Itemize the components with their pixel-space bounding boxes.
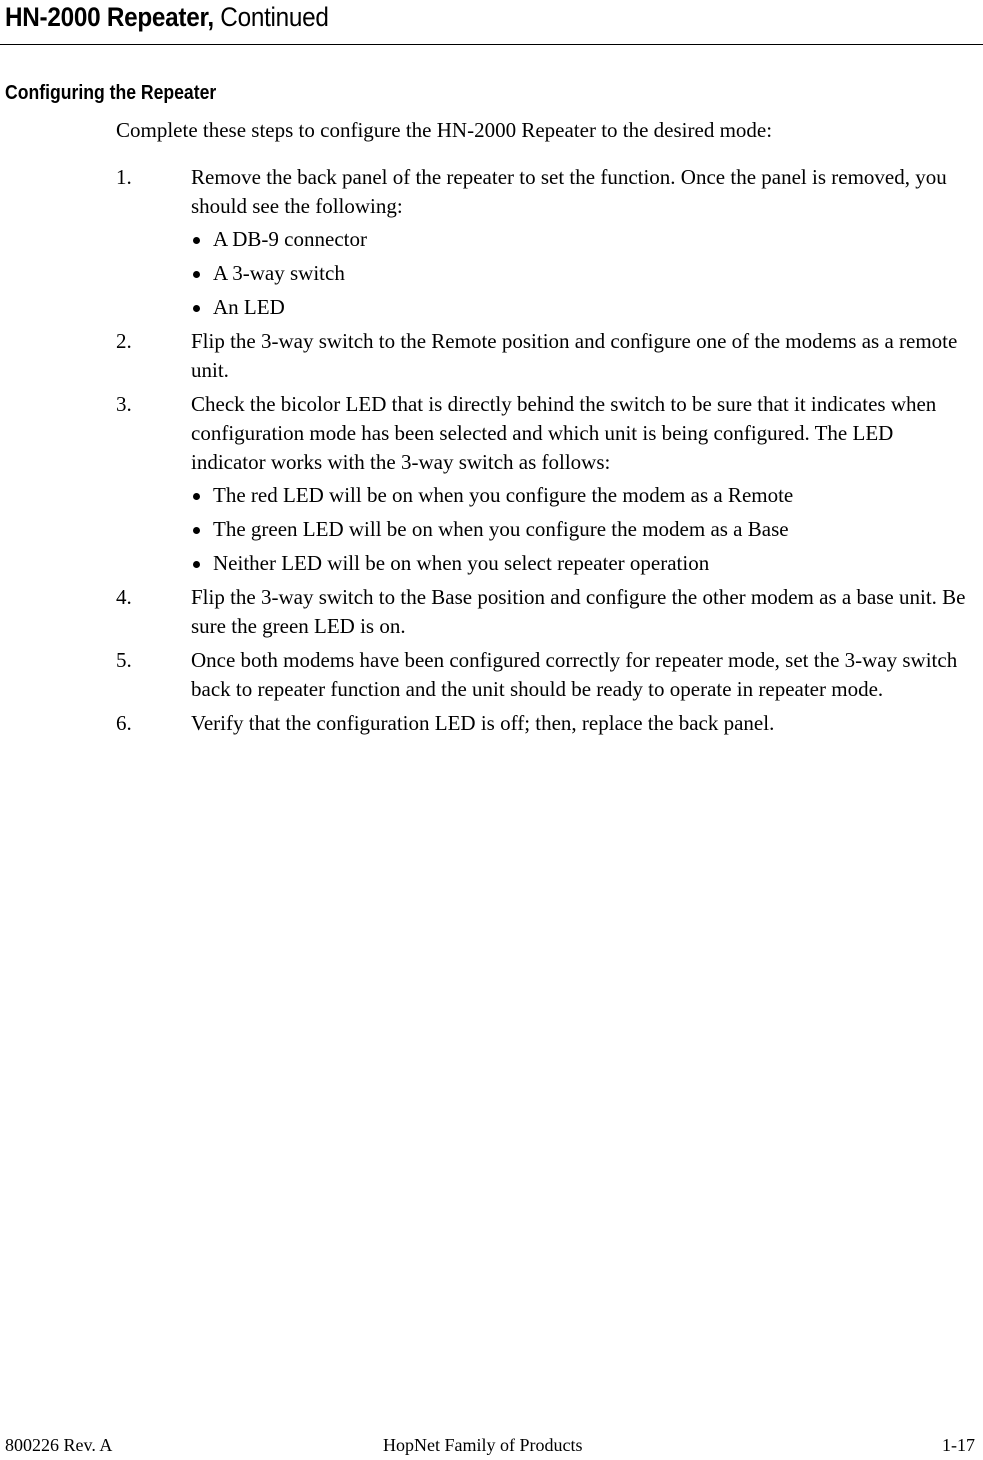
header-title-bold: HN-2000 Repeater, <box>5 2 214 32</box>
step-text: Flip the 3-way switch to the Base position and configure the other modem as a base unit. Be sure the green LED is on. <box>191 585 966 638</box>
bullet-text: The red LED will be on when you configure the modem as a Remote <box>213 483 794 507</box>
bullet-text: An LED <box>213 295 285 319</box>
step-text: Flip the 3-way switch to the Remote position and configure one of the modems as a remote unit. <box>191 329 958 382</box>
bullet-item <box>191 259 966 288</box>
footer-product-family: HopNet Family of Products <box>383 1435 583 1455</box>
header-title-continued: Continued <box>213 2 329 32</box>
step-1 <box>116 163 966 322</box>
bullet-text: The green LED will be on when you configure the modem as a Base <box>213 517 789 541</box>
section-title: Configuring the Repeater <box>5 82 217 104</box>
bullet-text: A 3-way switch <box>213 261 345 285</box>
step-number: 2. <box>116 329 132 353</box>
intro-paragraph: Complete these steps to configure the HN-2000 Repeater to the desired mode: <box>116 118 773 142</box>
bullet-item <box>191 481 966 510</box>
step-2 <box>116 327 966 385</box>
header-rule <box>0 44 983 45</box>
step-number: 1. <box>116 165 132 189</box>
step-1-bullet-list <box>191 225 966 322</box>
bullet-text: Neither LED will be on when you select repeater operation <box>213 551 710 575</box>
bullet-icon <box>193 305 200 312</box>
step-text: Check the bicolor LED that is directly behind the switch to be sure that it indicates when configuration mode has been selected and which unit is being configured. The LED indicator works with the 3-way switch as follows: <box>191 392 937 474</box>
step-3-bullet-list <box>191 481 966 578</box>
step-number: 5. <box>116 648 132 672</box>
bullet-icon <box>193 271 200 278</box>
step-text: Verify that the configuration LED is off; then, replace the back panel. <box>191 711 775 735</box>
footer-doc-number: 800226 Rev. A <box>5 1435 113 1455</box>
step-number: 6. <box>116 711 132 735</box>
step-text: Remove the back panel of the repeater to set the function. Once the panel is removed, you should see the following: <box>191 165 947 218</box>
step-number: 3. <box>116 392 132 416</box>
step-6 <box>116 709 966 738</box>
bullet-icon <box>193 527 200 534</box>
step-text: Once both modems have been configured correctly for repeater mode, set the 3-way switch back to repeater function and the unit should be ready to operate in repeater mode. <box>191 648 958 701</box>
step-number: 4. <box>116 585 132 609</box>
bullet-icon <box>193 493 200 500</box>
bullet-icon <box>193 561 200 568</box>
bullet-item <box>191 225 966 254</box>
bullet-item <box>191 293 966 322</box>
page-body <box>116 116 966 743</box>
step-5 <box>116 646 966 704</box>
bullet-text: A DB-9 connector <box>213 227 367 251</box>
bullet-item <box>191 515 966 544</box>
step-3 <box>116 390 966 578</box>
bullet-item <box>191 549 966 578</box>
page-header <box>5 0 329 34</box>
bullet-icon <box>193 237 200 244</box>
step-4 <box>116 583 966 641</box>
footer-page-number: 1-17 <box>942 1435 975 1455</box>
